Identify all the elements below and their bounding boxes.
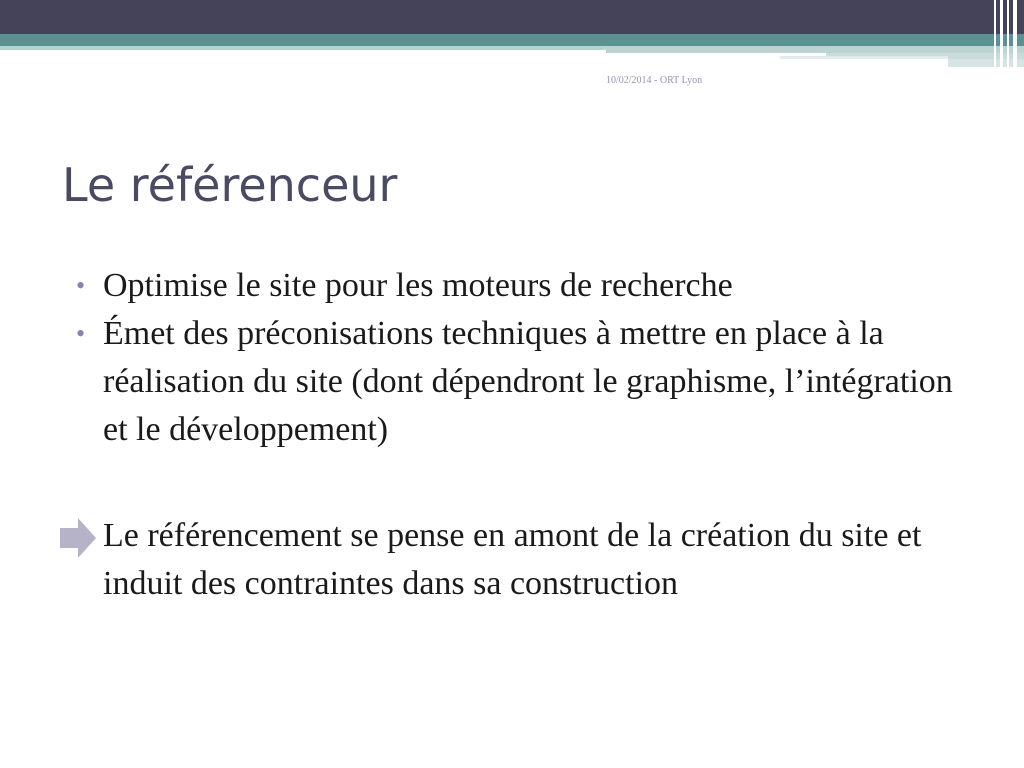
top-band-line <box>780 56 948 59</box>
top-band-dark <box>0 0 1024 34</box>
bullet-dot-icon: • <box>76 271 86 300</box>
slide-title: Le référenceur <box>62 158 398 212</box>
top-band-teal <box>0 34 1024 46</box>
arrow-right-icon <box>60 518 96 558</box>
date-footer: 10/02/2014 - ORT Lyon <box>606 75 703 86</box>
bullet-item <box>76 262 976 310</box>
bullet-dot-icon: • <box>76 319 86 348</box>
bullet-text: Optimise le site pour les moteurs de recherche <box>103 267 733 304</box>
corner-stripes <box>990 0 1024 68</box>
bullet-text: Émet des préconisations techniques à mettre en place à la réalisation du site (dont dépendront le graphisme, l’intégration et le développement) <box>103 315 953 448</box>
bullet-list <box>76 262 976 454</box>
conclusion-text: Le référencement se pense en amont de la création du site et induit des contraintes dans sa construction <box>103 517 922 602</box>
bullet-item <box>76 310 976 454</box>
top-band-step <box>606 46 1024 53</box>
